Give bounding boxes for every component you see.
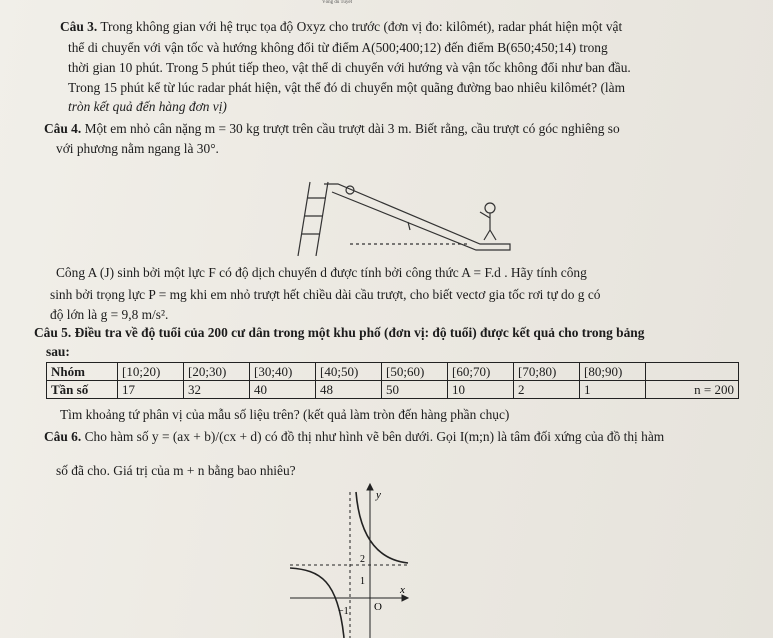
- q3-line-5: tròn kết quả đến hàng đơn vị): [68, 99, 227, 114]
- tick-label-y-1: 1: [360, 576, 365, 587]
- q4-label: Câu 4.: [44, 121, 82, 136]
- y-axis-label: y: [376, 489, 381, 501]
- table-cell: 32: [184, 381, 250, 399]
- age-frequency-table: [46, 362, 739, 399]
- q6-text-1: Cho hàm số y = (ax + b)/(cx + d) có đồ thị như hình vẽ bên dưới. Gọi I(m;n) là tâm đối xứng của đồ thị hàm: [84, 429, 665, 444]
- slide-illustration: [280, 172, 550, 256]
- q3-line-2: thể di chuyển với vận tốc và hướng không đổi từ điểm A(500;400;12) đến điểm B(650;450;14) trong: [68, 40, 608, 55]
- table-cell: [20;30): [184, 363, 250, 381]
- q3-line-4: Trong 15 phút kể từ lúc radar phát hiện, vật thể đó di chuyển một quãng đường bao nhiêu kilômét? (làm: [68, 80, 625, 95]
- q6-line-2: số đã cho. Giá trị của m + n bằng bao nhiêu?: [56, 463, 296, 478]
- table-cell-empty: [646, 363, 739, 381]
- q3-line-1: [60, 18, 622, 35]
- q3-line-3: thời gian 10 phút. Trong 5 phút tiếp theo, vật thể di chuyển với hướng và vận tốc không đổi như ban đầu.: [68, 60, 631, 75]
- q4-text-1: Một em nhỏ cân nặng m = 30 kg trượt trên cầu trượt dài 3 m. Biết rằng, cầu trượt có góc nghiêng so: [84, 121, 620, 136]
- q4-line-5: độ lớn là g = 9,8 m/s².: [50, 307, 169, 322]
- q5-line-2: sau:: [46, 344, 70, 359]
- q5-line-1: [34, 324, 644, 341]
- y-axis-arrow-icon: [367, 484, 373, 490]
- x-axis-label: x: [400, 584, 405, 596]
- function-graph: [290, 480, 410, 638]
- tick-label-y-2: 2: [360, 554, 365, 565]
- table-row: [47, 381, 739, 399]
- q6-label: Câu 6.: [44, 429, 82, 444]
- q4-line-1: [44, 120, 620, 137]
- table-cell: [30;40): [250, 363, 316, 381]
- q4-line-3: Công A (J) sinh bởi một lực F có độ dịch chuyển d được tính bởi công thức A = F.d . Hãy tính công: [56, 265, 587, 280]
- table-cell: 17: [118, 381, 184, 399]
- table-cell: 48: [316, 381, 382, 399]
- q4-line-4: sinh bởi trọng lực P = mg khi em nhỏ trượt hết chiều dài cầu trượt, cho biết vectơ gia tốc rơi tự do g có: [50, 287, 601, 302]
- table-cell: [80;90): [580, 363, 646, 381]
- table-header-cell: Nhóm: [47, 363, 118, 381]
- table-header-cell: Tần số: [47, 381, 118, 399]
- table-cell: 10: [448, 381, 514, 399]
- table-cell: [40;50): [316, 363, 382, 381]
- table-cell: 40: [250, 381, 316, 399]
- q5-text-3: Tìm khoảng tứ phân vị của mẫu số liệu trên? (kết quả làm tròn đến hàng phần chục): [60, 407, 510, 422]
- table-row: [47, 363, 739, 381]
- table-cell: 1: [580, 381, 646, 399]
- header-note: Vòng đu Tuyết: [322, 0, 353, 5]
- right-branch: [356, 492, 408, 563]
- table-cell: 2: [514, 381, 580, 399]
- table-total-cell: n = 200: [646, 381, 739, 399]
- tick-label-x-minus-1: −1: [338, 606, 349, 617]
- left-branch: [290, 568, 344, 638]
- q3-label: Câu 3.: [60, 19, 98, 34]
- table-cell: [50;60): [382, 363, 448, 381]
- q5-label: Câu 5.: [34, 325, 72, 340]
- origin-label: O: [374, 601, 382, 613]
- q6-line-1: [44, 428, 664, 445]
- q4-line-2: với phương nằm ngang là 30°.: [56, 141, 219, 156]
- table-cell: 50: [382, 381, 448, 399]
- q5-line-3: [60, 406, 509, 423]
- table-cell: [60;70): [448, 363, 514, 381]
- q5-text-1: Điều tra về độ tuổi của 200 cư dân trong một khu phố (đơn vị: độ tuổi) được kết quả cho trong bảng: [74, 325, 645, 340]
- table-cell: [10;20): [118, 363, 184, 381]
- q3-text-1: Trong không gian với hệ trục tọa độ Oxyz cho trước (đơn vị đo: kilômét), radar phát hiện một vật: [100, 19, 623, 34]
- table-cell: [70;80): [514, 363, 580, 381]
